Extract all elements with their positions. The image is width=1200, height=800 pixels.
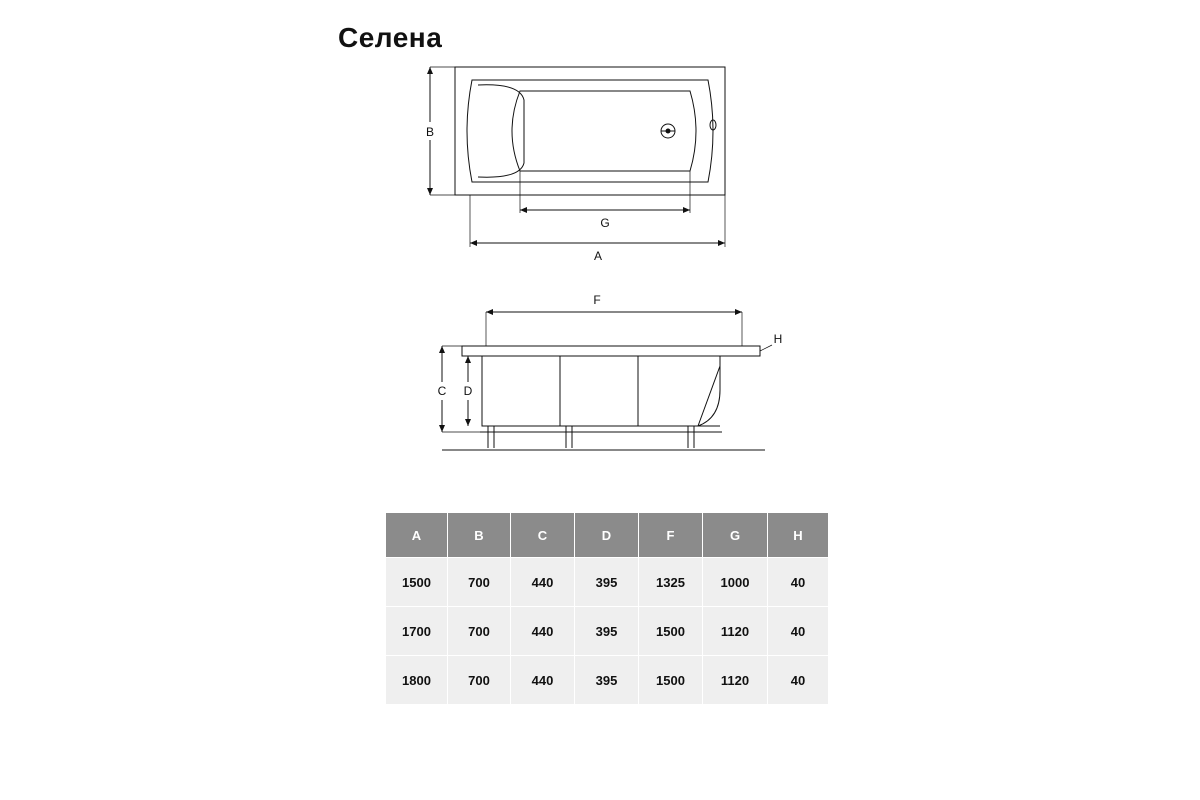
tub-outline: [455, 67, 725, 195]
dim-g-arrow-right: [683, 207, 690, 213]
dim-label-a: A: [593, 249, 603, 263]
table-cell: 700: [448, 607, 510, 655]
table-cell: 440: [511, 558, 574, 606]
table-header-cell: F: [639, 513, 702, 557]
dim-d-arrow-top: [465, 356, 471, 363]
table-cell: 1700: [386, 607, 447, 655]
table-cell: 395: [575, 558, 638, 606]
table-row: [386, 656, 828, 704]
dim-f-arrow-left: [486, 309, 493, 315]
table-cell: 700: [448, 656, 510, 704]
dim-label-c: C: [437, 384, 447, 398]
dim-f-arrow-right: [735, 309, 742, 315]
table-header-cell: H: [768, 513, 828, 557]
dim-a-arrow-right: [718, 240, 725, 246]
table-cell: 700: [448, 558, 510, 606]
table-cell: 1325: [639, 558, 702, 606]
table-cell: 1120: [703, 656, 767, 704]
dim-g-arrow-left: [520, 207, 527, 213]
table-cell: 1000: [703, 558, 767, 606]
table-row: [386, 607, 828, 655]
table-header-cell: A: [386, 513, 447, 557]
dim-label-g: G: [600, 216, 610, 230]
top-view-drawing: [400, 55, 780, 270]
dim-b-arrow-bottom: [427, 188, 433, 195]
table-header-cell: D: [575, 513, 638, 557]
table-cell: 1500: [639, 656, 702, 704]
side-view-drawing: [420, 290, 790, 475]
dim-b-arrow-top: [427, 67, 433, 74]
table-cell: 440: [511, 656, 574, 704]
table-cell: 40: [768, 558, 828, 606]
table-header-cell: C: [511, 513, 574, 557]
table-cell: 40: [768, 607, 828, 655]
table-cell: 440: [511, 607, 574, 655]
table-cell: 1500: [386, 558, 447, 606]
dim-a-arrow-left: [470, 240, 477, 246]
tub-body-profile: [482, 356, 720, 426]
page-title: Селена: [338, 22, 443, 53]
dim-c-arrow-top: [439, 346, 445, 353]
table-cell: 1120: [703, 607, 767, 655]
table-cell: 1800: [386, 656, 447, 704]
table-header-cell: B: [448, 513, 510, 557]
table-cell: 40: [768, 656, 828, 704]
dim-label-h: H: [773, 332, 783, 346]
table-header-cell: G: [703, 513, 767, 557]
table-cell: 395: [575, 656, 638, 704]
table-cell: 395: [575, 607, 638, 655]
tub-body-slope: [698, 366, 720, 426]
dim-label-f: F: [593, 293, 601, 307]
table-cell: 1500: [639, 607, 702, 655]
dim-h-leader: [760, 345, 772, 351]
dim-label-b: B: [425, 125, 435, 139]
dim-label-d: D: [463, 384, 473, 398]
dim-d-arrow-bottom: [465, 419, 471, 426]
spec-table: [385, 512, 829, 705]
table-header-row: [386, 513, 828, 557]
tub-rim-slab: [462, 346, 760, 356]
table-row: [386, 558, 828, 606]
dim-c-arrow-bottom: [439, 425, 445, 432]
